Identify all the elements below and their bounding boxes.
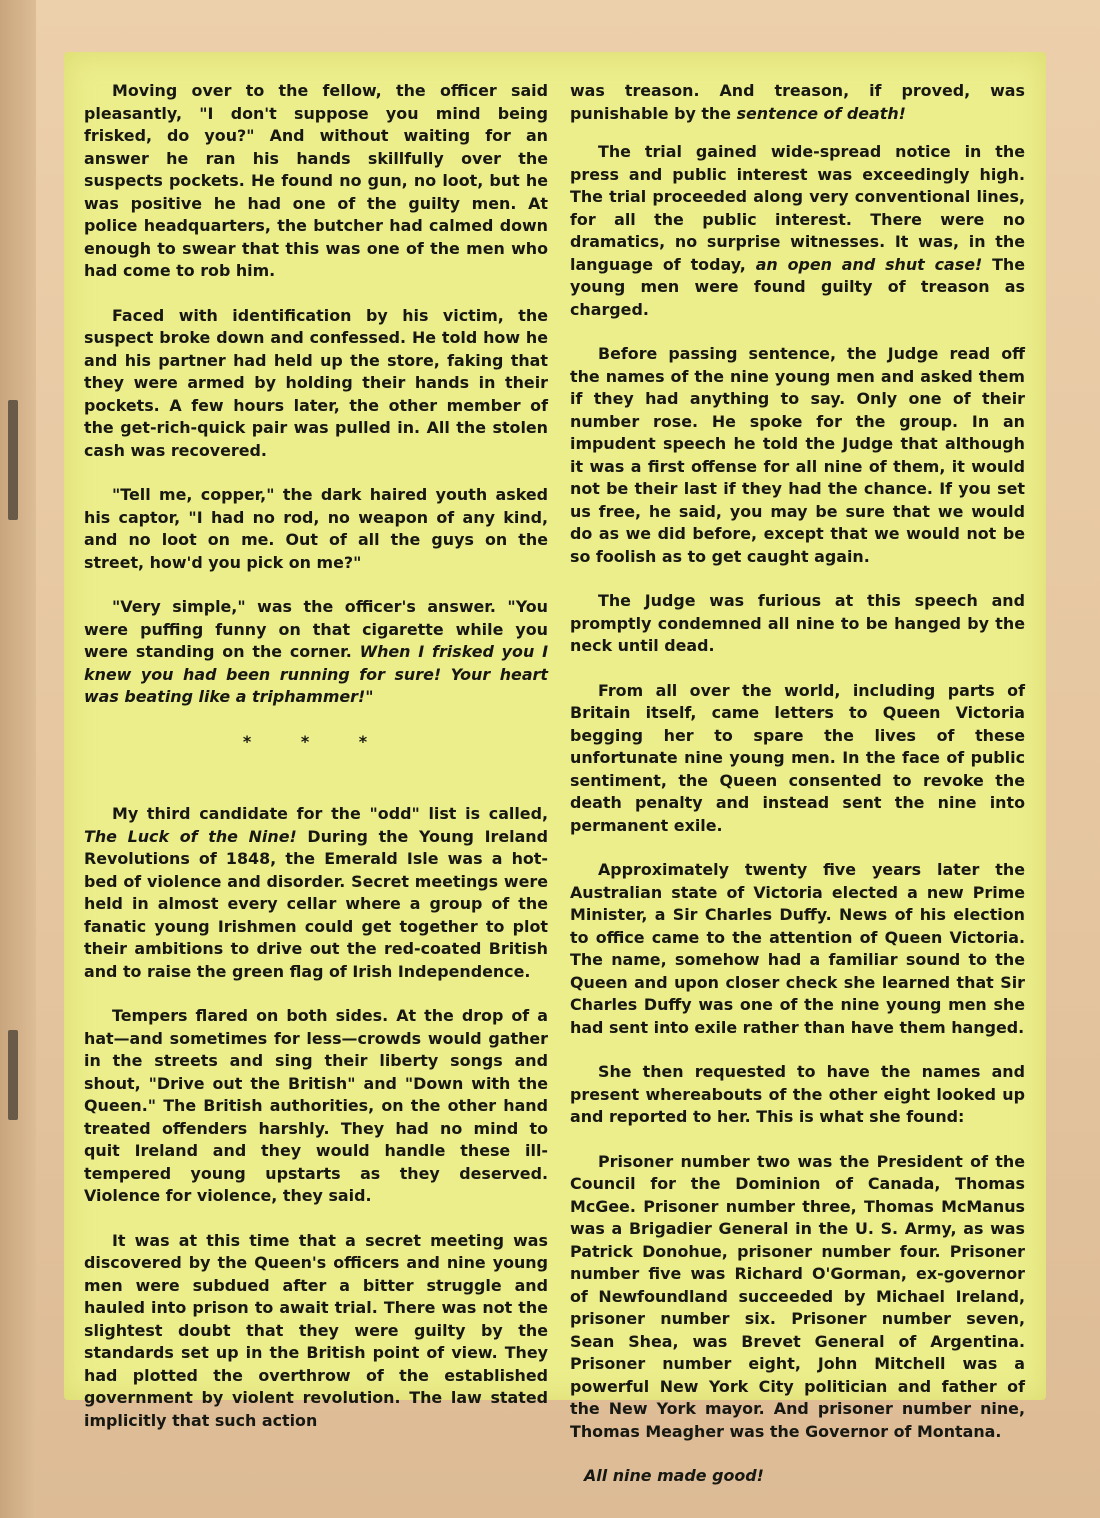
left-column [84, 80, 548, 1454]
p4-end: " [365, 687, 374, 706]
p4-italic: When I frisked you I knew you had been running for sure! Your heart was beating like a triphammer! [84, 642, 548, 706]
p5-end: During the Young Ireland Revolutions of 1848, the Emerald Isle was a hot-bed of violence and disorder. Secret meetings were held in almost every cellar where a group of the fanatic young Irishmen could get together to plot their ambitions to drive out the red-coated British and to raise the green flag of Irish Independence. [84, 826, 548, 981]
left-paragraph-3: "Tell me, copper," the dark haired youth asked his captor, "I had no rod, no weapon of any kind, and no loot on me. Out of all the guys on the street, how'd you pick on me?" [84, 485, 548, 572]
left-paragraph-2: Faced with identification by his victim, the suspect broke down and confessed. He told how he and his partner had held up the store, faking that they were armed by holding their hands in their pockets. A few hours later, the other member of the get-rich-quick pair was pulled in. All the stolen cash was recovered. [84, 305, 548, 460]
right-paragraph-2 [570, 141, 1025, 321]
closing-line [570, 1465, 1025, 1488]
p5-text: My third candidate for the "odd" list is called, [112, 804, 548, 823]
left-paragraph-7: It was at this time that a secret meeting was discovered by the Queen's officers and nine young men were subdued after a bitter struggle and hauled into prison to await trial. There was not the slightest doubt that they were guilty by the standards set up in the British point of view. They had plotted the overthrow of the established government by violent revolution. The law stated implicitly that such action [84, 1230, 548, 1430]
left-paragraph-5 [84, 803, 548, 983]
right-paragraph-1 [570, 80, 1025, 125]
right-paragraph-3: Before passing sentence, the Judge read off the names of the nine young men and asked them if they had anything to say. Only one of their number rose. He spoke for the group. In an impudent speech he told the Judge that although it was a first offense for all nine of them, it would not be their last if they had the chance. If you set us free, he said, you may be sure that we would do as we did before, except that we would not be so foolish as to get caught again. [570, 344, 1025, 566]
left-paragraph-6: Tempers flared on both sides. At the drop of a hat—and sometimes for less—crowds would gather in the streets and sing their liberty songs and shout, "Drive out the British" and "Down with the Queen." The British authorities, on the other hand treated offenders harshly. They had no mind to quit Ireland and they would handle these ill-tempered young upstarts as they deserved. Violence for violence, they said. [84, 1006, 548, 1205]
right-paragraph-6: Approximately twenty five years later the Australian state of Victoria elected a new Prime Minister, a Sir Charles Duffy. News of his election to office came to the attention of Queen Victoria. The name, somehow had a familiar sound to the Queen and upon closer check she learned that Sir Charles Duffy was one of the nine young men she had sent into exile rather than have them hanged. [570, 860, 1025, 1037]
r1-italic: sentence of death! [736, 103, 906, 123]
right-column [570, 80, 1025, 1510]
left-paragraph-4 [84, 596, 548, 709]
staple-bottom [8, 1030, 18, 1120]
story-title: The Luck of the Nine! [84, 826, 297, 846]
left-paragraph-1: Moving over to the fellow, the officer said pleasantly, "I don't suppose you mind being frisked, do you?" And without waiting for an answer he ran his hands skillfully over the suspects pockets. He found no gun, no loot, but he was positive he had one of the guilty men. At police headquarters, the butcher had calmed down enough to swear that this was one of the men who had come to rob him. [84, 81, 548, 280]
r2-italic: an open and shut case! [755, 254, 983, 274]
section-divider: * * * [242, 731, 390, 751]
right-paragraph-4: The Judge was furious at this speech and promptly condemned all nine to be hanged by the neck until dead. [570, 591, 1025, 655]
right-paragraph-7: She then requested to have the names and present whereabouts of the other eight looked up and reported to her. This is what she found: [570, 1062, 1025, 1126]
r1-text: was treason. And treason, if proved, was punishable by the [570, 81, 1025, 123]
right-paragraph-8: Prisoner number two was the President of the Council for the Dominion of Canada, Thomas McGee. Prisoner number three, Thomas McManus was a Brigadier General in the U. S. Army, as was Patrick Donohue, prisoner number four. Prisoner number five was Richard O'Gorman, ex-governor of Newfoundland succeeded by Michael Ireland, prisoner number six. Prisoner number seven, Sean Shea, was Brevet General of Argentina. Prisoner number eight, John Mitchell was a powerful New York City politician and father of the New York mayor. And prisoner number nine, Thomas Meagher was the Governor of Montana. [570, 1151, 1025, 1441]
staple-top [8, 400, 18, 520]
right-paragraph-5: From all over the world, including parts of Britain itself, came letters to Queen Victoria begging her to spare the lives of these unfortunate nine young men. In the face of public sentiment, the Queen consented to revoke the death penalty and instead sent the nine into permanent exile. [570, 680, 1025, 835]
closing-italic: All nine made good! [584, 1466, 764, 1485]
r2-end: The young men were found guilty of treason as charged. [570, 254, 1025, 319]
p4-text: "Very simple," was the officer's answer. "You were puffing funny on that cigarette while you were standing on the corner. [84, 597, 548, 661]
r2-text: The trial gained wide-spread notice in the press and public interest was exceedingly high. The trial proceeded along very conventional lines, for all the public interest. There were no dramatics, no surprise witnesses. It was, in the language of today, [570, 142, 1025, 274]
page-spine [0, 0, 36, 1518]
